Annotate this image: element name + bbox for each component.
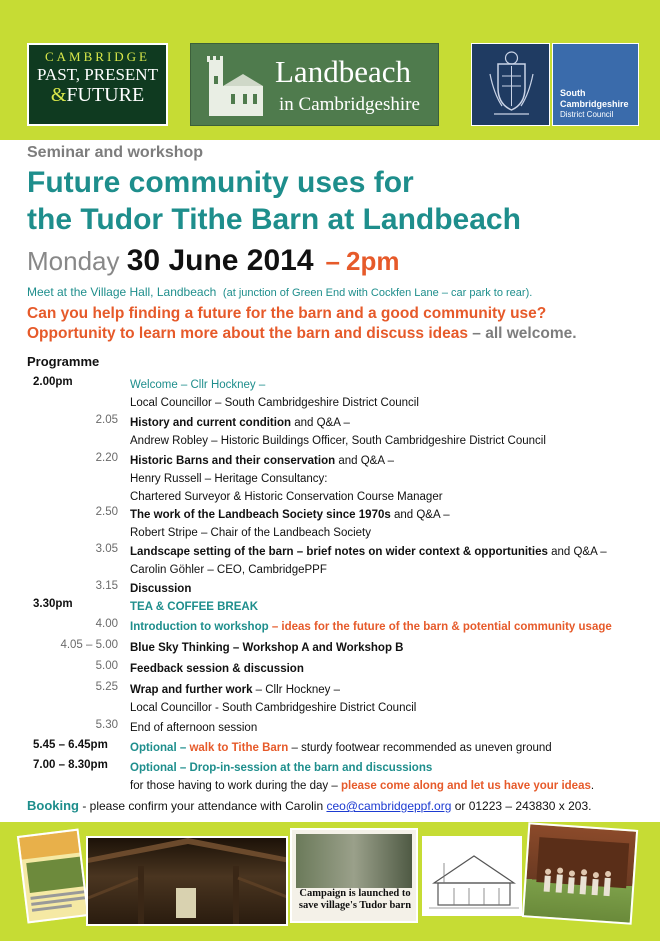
row-time: 4.00 bbox=[95, 618, 118, 630]
booking-email-link[interactable]: ceo@cambridgeppf.org bbox=[326, 799, 452, 813]
row-title: Landscape setting of the barn – brief notes on wider context & opportunities bbox=[130, 546, 548, 558]
barn-interior-photo bbox=[86, 836, 288, 926]
event-date: 30 June 2014 bbox=[126, 244, 314, 277]
leaflet-photo bbox=[17, 829, 89, 924]
row-title: Discussion bbox=[130, 583, 192, 595]
meeting-place: Meet at the Village Hall, Landbeach bbox=[27, 285, 217, 299]
row-line2-highlight: please come along and let us have your ideas bbox=[340, 780, 591, 792]
cppf-logo-amp: & bbox=[50, 84, 67, 106]
landbeach-logo-title: Landbeach bbox=[275, 54, 411, 89]
row-time: 7.00 – 8.30pm bbox=[33, 759, 108, 771]
call-to-action-line1: Can you help finding a future for the barn and a good community use? bbox=[27, 305, 547, 322]
row-line2: Andrew Robley – Historic Buildings Officer, South Cambridgeshire District Council bbox=[130, 435, 546, 447]
event-title-line1: Future community uses for bbox=[27, 166, 414, 199]
row-time: 5.00 bbox=[95, 660, 118, 672]
row-title: Wrap and further work bbox=[130, 684, 253, 696]
row-title: Blue Sky Thinking – Workshop A and Workshop B bbox=[130, 642, 404, 654]
row-title-dash: – bbox=[268, 621, 282, 633]
row-title-suffix: – Cllr Hockney – bbox=[252, 684, 341, 696]
programme-heading: Programme bbox=[27, 354, 100, 369]
row-time: 5.30 bbox=[95, 719, 118, 731]
newspaper-headline: Campaign is launched to save village's Tudor barn bbox=[298, 888, 412, 911]
booking-line bbox=[27, 798, 592, 813]
row-line1 bbox=[130, 739, 552, 757]
row-line2: Robert Stripe – Chair of the Landbeach Society bbox=[130, 527, 372, 539]
row-title-suffix: and Q&A – bbox=[390, 509, 450, 521]
row-line1 bbox=[130, 376, 265, 394]
row-time: 4.05 – 5.00 bbox=[60, 639, 118, 651]
row-title: History and current condition bbox=[130, 417, 292, 429]
row-time: 3.05 bbox=[95, 543, 118, 555]
row-line1 bbox=[130, 618, 612, 636]
event-kicker: Seminar and workshop bbox=[27, 144, 204, 161]
row-line3: Chartered Surveyor & Historic Conservation Course Manager bbox=[130, 491, 443, 503]
row-title-suffix: and Q&A – bbox=[335, 455, 394, 467]
row-time: 2.00pm bbox=[33, 376, 73, 388]
row-line2: Local Councillor – South Cambridgeshire District Council bbox=[130, 397, 419, 409]
row-time: 2.20 bbox=[95, 452, 118, 464]
cta-line2-welcome: – all welcome. bbox=[467, 325, 577, 342]
row-line2: Carolin Göhler – CEO, CambridgePPF bbox=[130, 564, 327, 576]
row-title: TEA & COFFEE BREAK bbox=[130, 601, 258, 613]
row-title-suffix: – Cllr Hockney – bbox=[177, 379, 266, 391]
row-title: Feedback session & discussion bbox=[130, 663, 304, 675]
row-line2-text: for those having to work during the day – bbox=[130, 780, 341, 792]
row-title-detail: Drop-in-session at the barn and discussions bbox=[189, 762, 433, 774]
barn-interior-image bbox=[88, 838, 288, 926]
booking-text: - please confirm your attendance with Carolin bbox=[79, 799, 327, 813]
row-line2 bbox=[130, 777, 594, 795]
row-title-detail: ideas for the future of the barn & potential community usage bbox=[281, 621, 612, 633]
newspaper-photo bbox=[296, 834, 412, 888]
row-line2-end: . bbox=[590, 780, 595, 792]
row-title: End of afternoon session bbox=[130, 722, 258, 734]
barn-sketch bbox=[422, 836, 522, 916]
row-title: Introduction to workshop bbox=[130, 621, 269, 633]
row-time: 2.05 bbox=[95, 414, 118, 426]
group-photo-image bbox=[524, 824, 639, 924]
row-title: Welcome bbox=[130, 379, 178, 391]
row-time: 3.30pm bbox=[33, 598, 73, 610]
row-title-dash: – bbox=[176, 762, 190, 774]
booking-label: Booking bbox=[27, 798, 79, 813]
row-line1 bbox=[130, 506, 450, 524]
scdc-logo-line3: District Council bbox=[560, 110, 614, 119]
barn-sketch-image bbox=[424, 838, 522, 916]
row-line1 bbox=[130, 452, 394, 470]
scdc-logo-line2: Cambridgeshire bbox=[560, 99, 629, 109]
row-line1 bbox=[130, 543, 607, 561]
cppf-logo-line3: FUTURE bbox=[66, 84, 145, 106]
cppf-logo-line1: CAMBRIDGE bbox=[44, 49, 150, 64]
row-title: Optional bbox=[130, 762, 177, 774]
scdc-logo-line1: South bbox=[560, 88, 586, 98]
leaflet-image bbox=[19, 830, 89, 923]
meeting-note: (at junction of Green End with Cockfen Lane – car park to rear). bbox=[222, 287, 533, 299]
row-time: 3.15 bbox=[95, 580, 118, 592]
event-day: Monday bbox=[27, 246, 120, 276]
row-line1 bbox=[130, 759, 432, 777]
landbeach-logo-subtitle: in Cambridgeshire bbox=[279, 94, 420, 115]
row-title-suffix: and Q&A – bbox=[291, 417, 350, 429]
row-line2: Henry Russell – Heritage Consultancy: bbox=[130, 473, 328, 485]
event-dash: – bbox=[325, 246, 340, 276]
row-line2: Local Councillor - South Cambridgeshire District Council bbox=[130, 702, 417, 714]
row-time: 5.45 – 6.45pm bbox=[33, 739, 108, 751]
row-title: The work of the Landbeach Society since 1970s bbox=[130, 509, 391, 521]
row-title-dash: – bbox=[176, 742, 190, 754]
event-title-line2: the Tudor Tithe Barn at Landbeach bbox=[27, 203, 521, 236]
event-time: 2pm bbox=[346, 246, 400, 276]
cppf-logo-line2: PAST, PRESENT bbox=[37, 65, 158, 84]
row-line1 bbox=[130, 414, 350, 432]
row-time: 2.50 bbox=[95, 506, 118, 518]
newspaper-clipping bbox=[290, 828, 418, 923]
row-title-suffix: and Q&A – bbox=[547, 546, 607, 558]
group-photo bbox=[522, 822, 638, 924]
row-title-detail: walk to Tithe Barn bbox=[189, 742, 289, 754]
row-line1 bbox=[130, 681, 340, 699]
row-time: 5.25 bbox=[95, 681, 118, 693]
row-title: Historic Barns and their conservation bbox=[130, 455, 336, 467]
row-title: Optional bbox=[130, 742, 177, 754]
booking-phone: or 01223 – 243830 x 203. bbox=[451, 799, 592, 813]
row-title-note: – sturdy footwear recommended as uneven ground bbox=[288, 742, 552, 754]
cta-line2-main: Opportunity to learn more about the barn and discuss ideas bbox=[27, 325, 468, 342]
